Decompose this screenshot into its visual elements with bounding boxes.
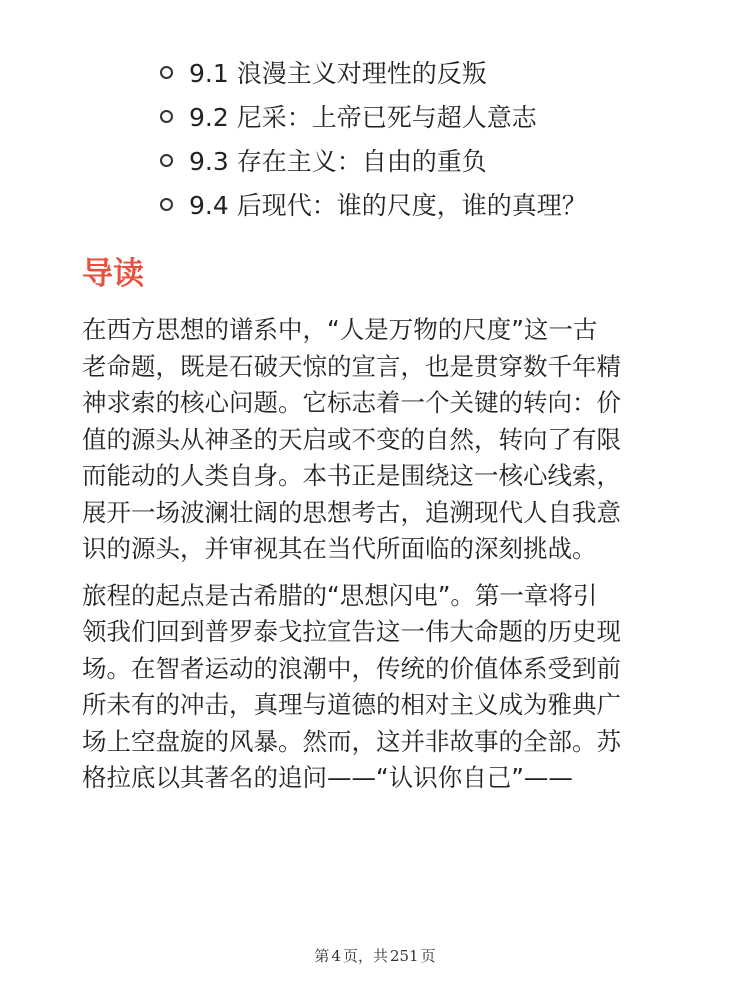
toc-item-label: 9.2 尼采：上帝已死与超人意志 (189, 103, 537, 132)
text-line: 格拉底以其著名的追问——“认识你自己”—— (82, 763, 573, 792)
page-footer (0, 945, 750, 966)
toc-item-label: 9.4 后现代：谁的尺度，谁的真理？ (189, 191, 587, 220)
text-line: 神求索的核心问题。它标志着一个关键的转向：价 (82, 388, 621, 417)
text-line: 所未有的冲击，真理与道德的相对主义成为雅典广 (82, 690, 621, 719)
circle-bullet-icon (160, 110, 173, 123)
toc-item-9-2[interactable] (160, 94, 587, 138)
footer-prefix: 第 (314, 947, 330, 965)
text-line: 旅程的起点是古希腊的“思想闪电”。第一章将引 (82, 580, 598, 610)
toc-item-9-1[interactable] (160, 50, 587, 94)
text-line: 场。在智者运动的浪潮中，传统的价值体系受到前 (82, 653, 621, 683)
text-line: 展开一场波澜壮阔的思想考古，追溯现代人自我意 (82, 497, 621, 527)
text-line: 识的源头，并审视其在当代所面临的深刻挑战。 (82, 534, 597, 563)
text-line: 值的源头从神圣的天启或不变的自然，转向了有限 (82, 424, 621, 454)
body-text (82, 312, 682, 807)
toc-item-label: 9.3 存在主义：自由的重负 (189, 147, 487, 176)
total-page-count: 251 (389, 947, 419, 965)
circle-bullet-icon (160, 198, 173, 211)
text-line: 而能动的人类自身。本书正是围绕这一核心线索， (82, 461, 621, 490)
paragraph-introduction (82, 312, 682, 568)
circle-bullet-icon (160, 154, 173, 167)
table-of-contents (160, 50, 587, 226)
footer-suffix: 页 (420, 947, 436, 965)
toc-item-9-3[interactable] (160, 138, 587, 182)
toc-item-label: 9.1 浪漫主义对理性的反叛 (189, 59, 487, 88)
text-line: 在西方思想的谱系中，“人是万物的尺度”这一古 (82, 315, 598, 344)
circle-bullet-icon (160, 66, 173, 79)
text-line: 老命题，既是石破天惊的宣言，也是贯穿数千年精 (82, 351, 621, 381)
text-line: 场上空盘旋的风暴。然而，这并非故事的全部。苏 (82, 726, 621, 756)
section-heading: 导读 (82, 256, 144, 292)
footer-middle: 页，共 (342, 947, 388, 965)
current-page-number: 4 (331, 947, 341, 965)
paragraph-journey (82, 578, 682, 797)
text-line: 领我们回到普罗泰戈拉宣告这一伟大命题的历史现 (82, 617, 621, 646)
toc-item-9-4[interactable] (160, 182, 587, 226)
